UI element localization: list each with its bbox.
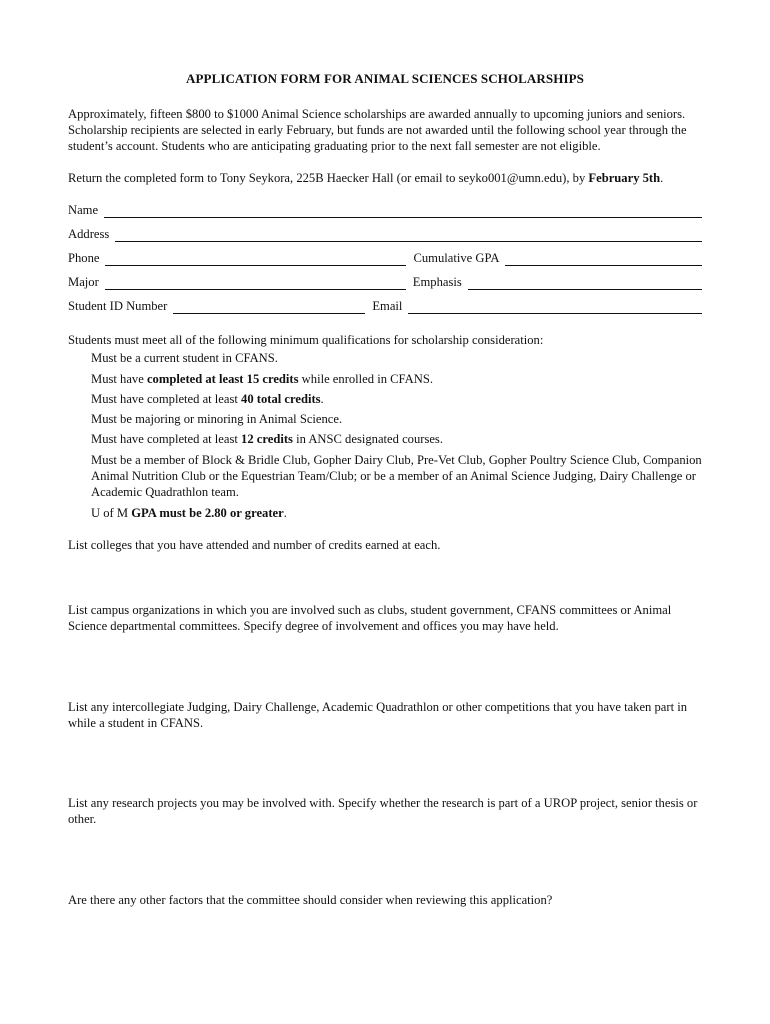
qualifications-heading: Students must meet all of the following minimum qualifications for scholarship consideration:	[68, 333, 544, 347]
qualification-text: Must have completed at least	[91, 432, 242, 446]
major-field[interactable]	[105, 275, 406, 290]
qualification-emphasis: GPA must be 2.80 or greater	[131, 506, 284, 520]
qualification-text: Must have completed at least	[91, 392, 242, 406]
return-period: .	[660, 171, 664, 185]
phone-label: Phone	[68, 251, 100, 265]
question-colleges: List colleges that you have attended and number of credits earned at each.	[68, 538, 441, 552]
intro-paragraph: Approximately, fifteen $800 to $1000 Animal Science scholarships are awarded annually to upcoming juniors and seniors. Scholarship recipients are selected in early February, but funds are not awarded until the following school year through the student’s account. Students who are anticipating graduating prior to the next fall semester are not eligible.	[68, 107, 687, 153]
qualification-emphasis: 40 total credits	[241, 392, 321, 406]
email-field[interactable]	[408, 299, 702, 314]
name-field[interactable]	[104, 203, 702, 218]
major-label: Major	[68, 275, 99, 289]
qualification-text: .	[283, 506, 287, 520]
qualification-item: Must be a member of Block & Bridle Club, Gopher Dairy Club, Pre-Vet Club, Gopher Poultry Science Club, Companion Animal Nutrition Club or the Equestrian Team/Club; or be a member of an Animal Science Judging, Dairy Challenge or Academic Quadrathlon team.	[91, 453, 702, 499]
return-text: Return the completed form to Tony Seykora, 225B Haecker Hall (or email to seyko001@umn.edu), by	[68, 171, 589, 185]
qualification-item	[91, 391, 702, 407]
email-label: Email	[372, 299, 403, 313]
return-deadline: February 5th	[588, 171, 661, 185]
student-id-label: Student ID Number	[68, 299, 168, 313]
gpa-field[interactable]	[505, 251, 702, 266]
qualification-text: while enrolled in CFANS.	[298, 372, 433, 386]
question-competitions: List any intercollegiate Judging, Dairy Challenge, Academic Quadrathlon or other competitions that you have taken part in while a student in CFANS.	[68, 700, 688, 730]
qualification-text: U of M	[91, 506, 132, 520]
qualification-item	[91, 431, 702, 447]
name-row	[68, 200, 702, 218]
phone-gpa-row	[68, 248, 702, 266]
qualification-text: Must have	[91, 372, 147, 386]
question-research: List any research projects you may be involved with. Specify whether the research is part of a UROP project, senior thesis or other.	[68, 796, 698, 826]
qualification-item: Must be majoring or minoring in Animal Science.	[91, 412, 343, 426]
student-id-field[interactable]	[173, 299, 365, 314]
qualification-item: Must be a current student in CFANS.	[91, 351, 278, 365]
question-other-factors: Are there any other factors that the committee should consider when reviewing this application?	[68, 893, 553, 907]
id-email-row	[68, 296, 702, 314]
major-emphasis-row	[68, 272, 702, 290]
qualification-emphasis: completed at least 15 credits	[146, 372, 299, 386]
qualification-item	[91, 505, 702, 521]
qualification-text: in ANSC designated courses.	[292, 432, 443, 446]
emphasis-label: Emphasis	[412, 275, 462, 289]
form-title: APPLICATION FORM FOR ANIMAL SCIENCES SCHOLARSHIPS	[186, 71, 584, 86]
phone-field[interactable]	[105, 251, 406, 266]
return-instructions	[68, 170, 702, 186]
name-label: Name	[68, 203, 99, 217]
qualification-emphasis: 12 credits	[241, 432, 293, 446]
address-row	[68, 224, 702, 242]
question-organizations: List campus organizations in which you are involved such as clubs, student government, CFANS committees or Animal Science departmental committees. Specify degree of involvement and offices you may have held.	[68, 603, 672, 633]
gpa-label: Cumulative GPA	[413, 251, 500, 265]
address-field[interactable]	[115, 227, 702, 242]
emphasis-field[interactable]	[468, 275, 702, 290]
qualification-item	[91, 371, 702, 387]
qualification-text: .	[320, 392, 324, 406]
address-label: Address	[68, 227, 110, 241]
